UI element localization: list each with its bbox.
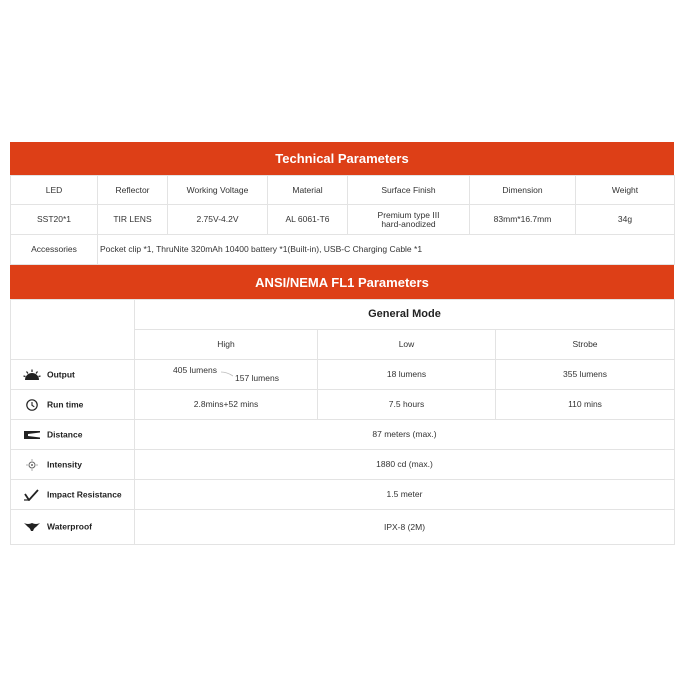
output-label-cell: [11, 360, 135, 390]
ansi-parameters-title: ANSI/NEMA FL1 Parameters: [255, 274, 429, 290]
distance-value: 87 meters (max.): [135, 420, 675, 450]
output-row: [11, 360, 675, 390]
runtime-high: 2.8mins+52 mins: [135, 390, 318, 420]
impact-icon: [23, 489, 41, 501]
tech-value-finish: Premium type III hard-anodized: [348, 205, 470, 235]
runtime-row: [11, 390, 675, 420]
mode-strobe: Strobe: [496, 330, 675, 360]
runtime-low: 7.5 hours: [318, 390, 496, 420]
intensity-row: [11, 450, 675, 480]
accessories-label: Accessories: [11, 235, 98, 265]
general-mode-title: General Mode: [135, 300, 675, 330]
technical-parameters-title: Technical Parameters: [275, 151, 409, 166]
distance-label: Distance: [47, 429, 83, 439]
distance-row: [11, 420, 675, 450]
technical-parameters-banner: [10, 142, 674, 175]
impact-label: Impact Resistance: [47, 489, 122, 499]
tech-header-material: Material: [268, 176, 348, 205]
ansi-parameters-table: [10, 299, 675, 545]
mode-high: High: [135, 330, 318, 360]
runtime-label: Run time: [47, 399, 84, 409]
tech-value-reflector: TIR LENS: [98, 205, 168, 235]
output-high-cell: [135, 360, 318, 390]
distance-label-cell: [11, 420, 135, 450]
waterproof-label: Waterproof: [47, 521, 93, 532]
output-strobe: 355 lumens: [496, 360, 675, 390]
intensity-value: 1880 cd (max.): [135, 450, 675, 480]
output-label: Output: [47, 369, 75, 379]
tech-value-voltage: 2.75V-4.2V: [168, 205, 268, 235]
waterproof-icon: [23, 521, 41, 533]
intensity-icon: [23, 459, 41, 471]
light-output-icon: [23, 369, 41, 381]
tech-value-dimension: 83mm*16.7mm: [470, 205, 576, 235]
tech-header-reflector: Reflector: [98, 176, 168, 205]
spec-sheet: [10, 142, 674, 545]
runtime-label-cell: [11, 390, 135, 420]
tech-value-weight: 34g: [576, 205, 675, 235]
technical-parameters-table: [10, 175, 675, 265]
tech-header-finish: Surface Finish: [348, 176, 470, 205]
tech-header-weight: Weight: [576, 176, 675, 205]
tech-header-dimension: Dimension: [470, 176, 576, 205]
general-mode-row: [11, 300, 675, 330]
output-low: 18 lumens: [318, 360, 496, 390]
ansi-parameters-banner: [10, 265, 674, 299]
intensity-label-cell: [11, 450, 135, 480]
accessories-value: Pocket clip *1, ThruNite 320mAh 10400 battery *1(Built-in), USB-C Charging Cable *1: [98, 235, 675, 265]
clock-icon: [23, 399, 41, 411]
intensity-label: Intensity: [47, 459, 82, 469]
output-high-initial: 405 lumens: [173, 365, 217, 375]
waterproof-row: [11, 510, 675, 545]
runtime-strobe: 110 mins: [496, 390, 675, 420]
tech-accessories-row: [11, 235, 675, 265]
tech-value-led: SST20*1: [11, 205, 98, 235]
impact-value: 1.5 meter: [135, 480, 675, 510]
ansi-corner-cell: [11, 300, 135, 360]
tech-header-row: [11, 176, 675, 205]
mode-low: Low: [318, 330, 496, 360]
waterproof-label-cell: [11, 510, 135, 545]
impact-label-cell: [11, 480, 135, 510]
impact-row: [11, 480, 675, 510]
tech-header-voltage: Working Voltage: [168, 176, 268, 205]
decay-line-icon: [221, 371, 233, 377]
tech-header-led: LED: [11, 176, 98, 205]
beam-distance-icon: [23, 429, 41, 441]
tech-value-row: [11, 205, 675, 235]
output-high-sustained: 157 lumens: [235, 373, 279, 383]
waterproof-value: IPX-8 (2M): [135, 510, 675, 545]
tech-value-material: AL 6061-T6: [268, 205, 348, 235]
